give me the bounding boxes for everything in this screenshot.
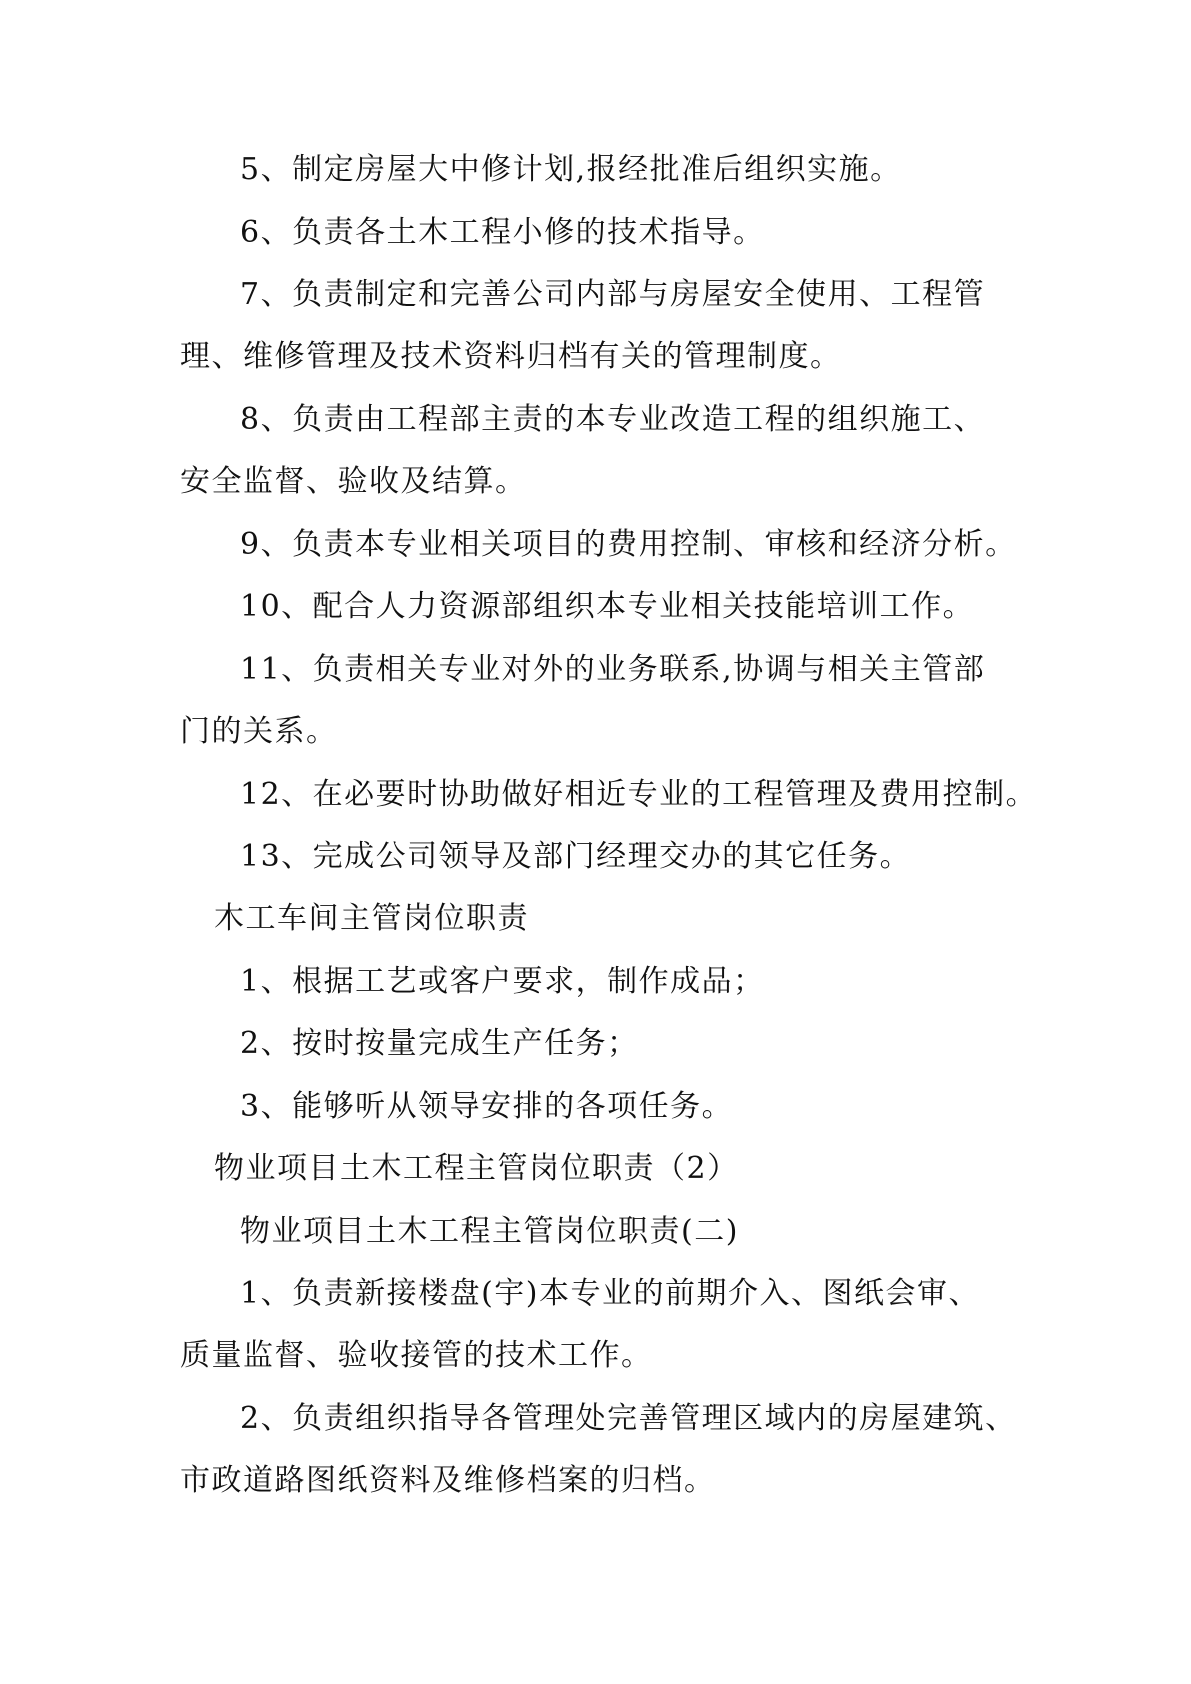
paragraph-item-10: 10、配合人力资源部组织本专业相关技能培训工作。: [240, 589, 975, 624]
section-heading-civil-2: 物业项目土木工程主管岗位职责（2）: [214, 1151, 739, 1186]
paragraph-item-7-continued: 理、维修管理及技术资料归档有关的管理制度。: [180, 339, 842, 374]
paragraph-item-6: 6、负责各土木工程小修的技术指导。: [240, 215, 765, 250]
paragraph-item-5: 5、制定房屋大中修计划,报经批准后组织实施。: [240, 152, 902, 187]
paragraph-item-12: 12、在必要时协助做好相近专业的工程管理及费用控制。: [240, 777, 1038, 812]
paragraph-item-13: 13、完成公司领导及部门经理交办的其它任务。: [240, 839, 912, 874]
civil-item-2-continued: 市政道路图纸资料及维修档案的归档。: [180, 1463, 716, 1498]
civil-item-1: 1、负责新接楼盘(宇)本专业的前期介入、图纸会审、: [240, 1276, 980, 1311]
woodshop-item-1: 1、根据工艺或客户要求，制作成品；: [240, 964, 765, 999]
paragraph-item-8-continued: 安全监督、验收及结算。: [180, 464, 527, 499]
paragraph-item-11: 11、负责相关专业对外的业务联系,协调与相关主管部: [240, 652, 986, 687]
woodshop-item-3: 3、能够听从领导安排的各项任务。: [240, 1089, 734, 1124]
paragraph-item-8: 8、负责由工程部主责的本专业改造工程的组织施工、: [240, 402, 986, 437]
section-heading-woodshop: 木工车间主管岗位职责: [214, 901, 529, 936]
paragraph-item-7: 7、负责制定和完善公司内部与房屋安全使用、工程管: [240, 277, 986, 312]
paragraph-item-11-continued: 门的关系。: [180, 714, 338, 749]
civil-item-1-continued: 质量监督、验收接管的技术工作。: [180, 1338, 653, 1373]
paragraph-item-9: 9、负责本专业相关项目的费用控制、审核和经济分析。: [240, 527, 1017, 562]
civil-item-2: 2、负责组织指导各管理处完善管理区域内的房屋建筑、: [240, 1401, 1017, 1436]
woodshop-item-2: 2、按时按量完成生产任务；: [240, 1026, 639, 1061]
section-subheading-civil-two: 物业项目土木工程主管岗位职责(二): [240, 1214, 739, 1249]
